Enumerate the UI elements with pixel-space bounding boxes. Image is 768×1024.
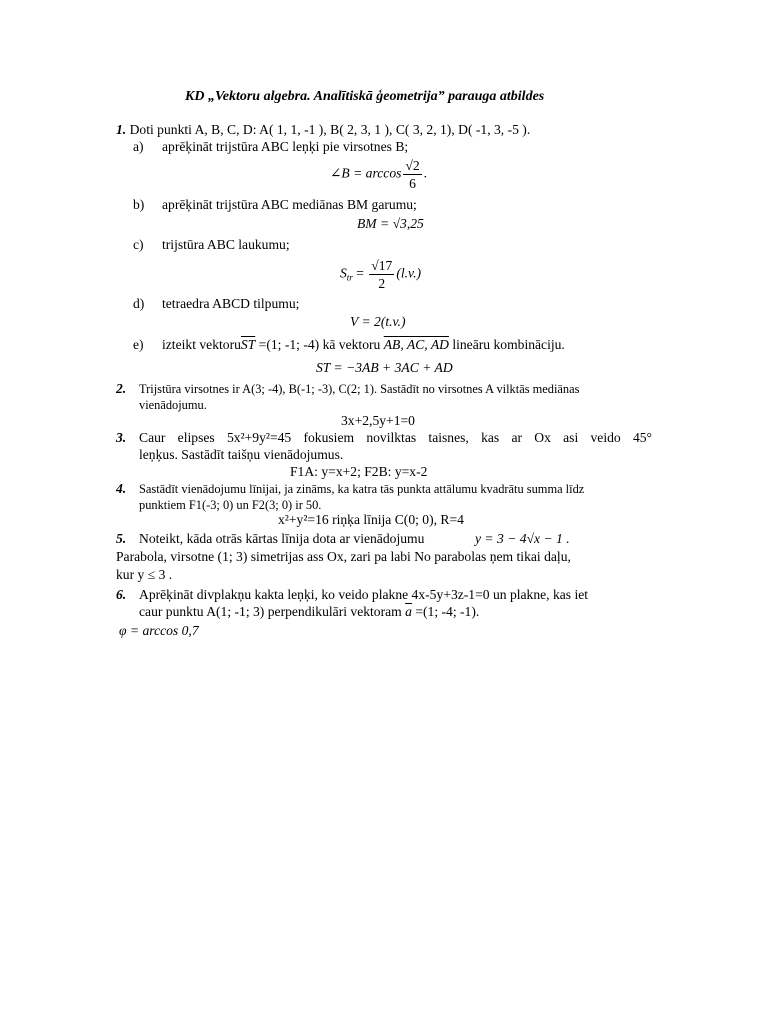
- answer-volume: V = 2(t.v.): [350, 314, 406, 329]
- answer-unit: (l.v.): [396, 265, 421, 281]
- item-text: trijstūra ABC laukumu;: [162, 237, 290, 252]
- answer-end: .: [423, 165, 428, 181]
- vector-st: $\overline{ST}$: [240, 337, 256, 352]
- problem-text: [139, 430, 652, 446]
- document-title: KD „Vektoru algebra. Analītiskā ģeometrija” parauga atbildes: [185, 89, 545, 104]
- problem-number: 5.: [116, 531, 127, 546]
- vector-a: $\overline{a}$: [405, 604, 412, 619]
- problem-number: 2.: [116, 381, 127, 396]
- answer-subscript: tr: [346, 272, 353, 283]
- problem-text: [139, 604, 479, 620]
- answer-dihedral-angle: φ = arccos 0,7: [119, 623, 199, 638]
- problem-text: Doti punkti A, B, C, D: A( 1, 1, -1 ), B( 2, 3, 1 ), C( 3, 2, 1), D( -1, 3, -5 ).: [129, 122, 531, 137]
- answer-domain: kur y ≤ 3 .: [116, 567, 173, 582]
- problem-text: leņķus. Sastādīt taišņu vienādojumus.: [139, 447, 344, 462]
- answer-tangent-lines: F1A: y=x+2; F2B: y=x-2: [290, 464, 428, 479]
- item-text: tetraedra ABCD tilpumu;: [162, 296, 300, 311]
- problem-number: 3.: [116, 430, 127, 445]
- answer-linear-combination: ST = −3AB + 3AC + AD: [316, 360, 453, 375]
- answer-circle: x²+y²=16 riņķa līnija C(0; 0), R=4: [278, 512, 464, 527]
- answer-lhs: ∠B = arccos: [330, 165, 402, 181]
- problem-text: Sastādīt vienādojumu līnijai, ja zināms, ka katra tās punkta attālumu kvadrātu summa līdz: [139, 482, 585, 496]
- denominator: 6: [409, 176, 416, 191]
- problem-text: vienādojumu.: [139, 398, 207, 412]
- vectors-ab-ac-ad: AB, AC, AD: [383, 337, 449, 352]
- item-label: c): [133, 237, 144, 252]
- answer-median-bm: BM = √3,25: [357, 216, 424, 231]
- problem-text: Noteikt, kāda otrās kārtas līnija dota ar vienādojumu: [139, 531, 425, 546]
- text-part: =(1; -4; -1).: [411, 604, 480, 619]
- item-label: d): [133, 296, 145, 311]
- numerator: √2: [405, 158, 420, 173]
- answer-median-equation: 3x+2,5y+1=0: [341, 413, 415, 428]
- answer-parabola: Parabola, virsotne (1; 3) simetrijas ass Ox, zari pa labi No parabolas ņem tikai daļu,: [116, 549, 571, 564]
- text-part: izteikt vektoru: [162, 337, 241, 352]
- fraction: [369, 257, 394, 292]
- item-text: aprēķināt trijstūra ABC mediānas BM garumu;: [162, 197, 417, 212]
- item-label: e): [133, 337, 144, 352]
- fraction: [403, 157, 421, 192]
- text-part: caur punktu A(1; -1; 3) perpendikulāri vektoram: [139, 604, 402, 619]
- problem-1: [116, 122, 530, 138]
- justified-line: Caur elipses 5x²+9y²=45 fokusiem novilktas taisnes, kas ar Ox asi veido 45°: [139, 430, 652, 445]
- item-label: b): [133, 197, 145, 212]
- text-part: =(1; -1; -4) kā vektoru: [255, 337, 384, 352]
- problem-text: Aprēķināt divplakņu kakta leņķi, ko veido plakne 4x-5y+3z-1=0 un plakne, kas iet: [139, 587, 589, 602]
- item-text: [162, 337, 565, 353]
- item-label: a): [133, 139, 144, 154]
- problem-text: punktiem F1(-3; 0) un F2(3; 0) ir 50.: [139, 498, 322, 512]
- numerator: √17: [371, 258, 393, 273]
- text-part: lineāru kombināciju.: [448, 337, 565, 352]
- problem-number: 4.: [116, 481, 127, 496]
- answer-angle-b: [330, 157, 427, 192]
- denominator: 2: [378, 276, 386, 291]
- equation: y = 3 − 4√x − 1 .: [475, 531, 570, 546]
- item-text: aprēķināt trijstūra ABC leņķi pie virsotnes B;: [162, 139, 409, 154]
- answer-area: [340, 257, 421, 292]
- answer-lhs: S: [340, 265, 347, 281]
- problem-text: Trijstūra virsotnes ir A(3; -4), B(-1; -3), C(2; 1). Sastādīt no virsotnes A vilktās mediānas: [139, 382, 580, 396]
- problem-number: 1.: [116, 122, 127, 137]
- answer-equals: =: [352, 265, 368, 281]
- problem-number: 6.: [116, 587, 127, 602]
